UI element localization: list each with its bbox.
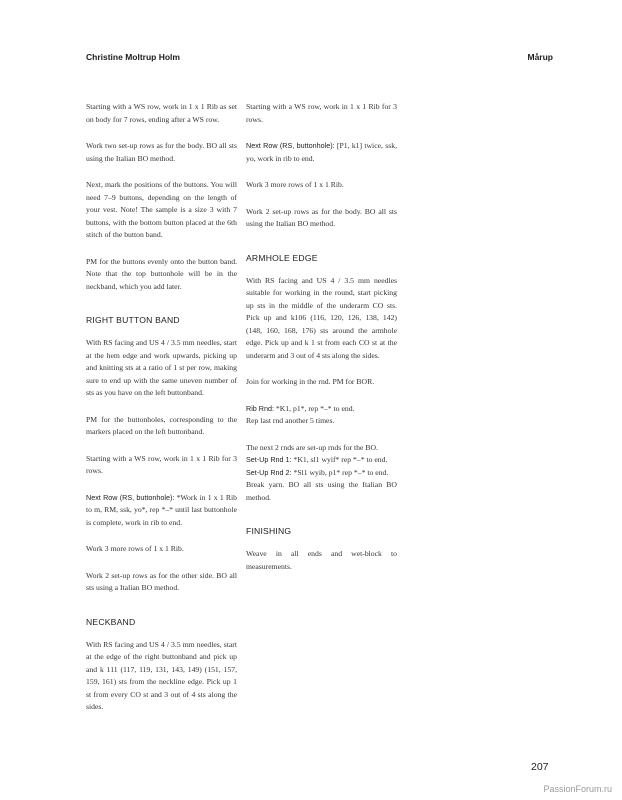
- left-column: [86, 101, 237, 728]
- paragraph: [246, 467, 397, 480]
- header-title: Mårup: [527, 52, 553, 62]
- section-heading-finishing: FINISHING: [246, 526, 292, 536]
- right-column: [246, 101, 397, 587]
- instruction-label: Next Row (RS, buttonhole):: [86, 492, 175, 502]
- instruction-text: *Work in 1 x 1 Rib to m, RM, ssk, yo*, rep *–* until last buttonhole is complete, work in rib to end.: [86, 492, 237, 527]
- paragraph: Rep last rnd another 5 times.: [246, 416, 335, 425]
- paragraph: [86, 492, 237, 530]
- section-heading-armhole-edge: ARMHOLE EDGE: [246, 252, 318, 263]
- paragraph: [246, 140, 397, 165]
- watermark: PassionForum.ru: [543, 784, 612, 794]
- section-heading-neckband: NECKBAND: [86, 616, 136, 627]
- paragraph: PM for the buttonholes, corresponding to the markers placed on the left buttonband.: [86, 414, 237, 436]
- page-number: 207: [531, 761, 549, 773]
- instruction-text: *K1, p1*, rep *–* to end.: [273, 403, 355, 413]
- instruction-text: [P1, k1] twice, ssk, yo, work in rib to end.: [246, 141, 397, 163]
- paragraph: Next, mark the positions of the buttons. You will need 7–9 buttons, depending on the length of your vest. Note! The sample is a size 3 with 7 buttons, with the bottom button placed at the 6th stitch of the button band.: [86, 180, 237, 239]
- paragraph: Work 3 more rows of 1 x 1 Rib.: [86, 544, 184, 553]
- paragraph: Work 2 set-up rows as for the body. BO all sts using the Italian BO method.: [246, 206, 397, 228]
- paragraph: With RS facing and US 4 / 3.5 mm needles suitable for working in the round, start picking up sts in the middle of the underarm CO sts. Pick up and k106 (116, 120, 126, 138, 142) (148, 160, 168, 176) sts around the armhole edge. Pick up and k 1 st from each CO st at the underarm and 3 out of 4 sts along the sides.: [246, 275, 397, 360]
- paragraph: Join for working in the rnd. PM for BOR.: [246, 377, 375, 386]
- paragraph: [246, 403, 397, 416]
- paragraph: Work 2 set-up rows as for the other side. BO all sts using a Italian BO method.: [86, 570, 237, 592]
- section-heading-right-button-band: RIGHT BUTTON BAND: [86, 315, 180, 325]
- paragraph: The next 2 rnds are set-up rnds for the BO.: [246, 442, 378, 452]
- paragraph: Starting with a WS row, work in 1 x 1 Rib for 3 rows.: [246, 102, 397, 124]
- paragraph: Work 3 more rows of 1 x 1 Rib.: [246, 180, 344, 189]
- instruction-text: *K1, sl1 wyif* rep *–* to end.: [291, 455, 388, 464]
- instruction-label: Set-Up Rnd 1:: [246, 455, 292, 464]
- header-author: Christine Moltrup Holm: [86, 52, 180, 62]
- paragraph: Starting with a WS row, work in 1 x 1 Rib as set on body for 7 rows, ending after a WS row.: [86, 102, 237, 124]
- instruction-label: Set-Up Rnd 2:: [246, 467, 292, 477]
- instruction-label: Rib Rnd:: [246, 403, 274, 413]
- paragraph: Weave in all ends and wet-block to measurements.: [246, 549, 397, 571]
- paragraph: Work two set-up rows as for the body. BO all sts using the Italian BO method.: [86, 141, 237, 163]
- paragraph: Starting with a WS row, work in 1 x 1 Rib for 3 rows.: [86, 453, 237, 475]
- paragraph: With RS facing and US 4 / 3.5 mm needles, start at the hem edge and work upwards, picking up and knitting sts at a ratio of 1 st per row, making sure to end up with the same uneven number of sts as you have on the left buttonband.: [86, 338, 237, 397]
- paragraph: [246, 454, 397, 467]
- paragraph: PM for the buttons evenly onto the button band. Note that the top buttonhole will be in the neckband, which you add later.: [86, 256, 237, 291]
- instruction-text: *Sl1 wyib, p1* rep *–* to end.: [291, 467, 389, 477]
- paragraph: Break yarn. BO all sts using the Italian BO method.: [246, 480, 397, 502]
- paragraph: With RS facing and US 4 / 3.5 mm needles, start at the edge of the right buttonband and pick up and k 111 (117, 119, 131, 143, 149) (151, 157, 159, 161) sts from the neckline edge. Pick up 1 st from every CO st and 3 out of 4 sts along the sides.: [86, 639, 237, 711]
- instruction-label: Next Row (RS, buttonhole):: [246, 141, 335, 150]
